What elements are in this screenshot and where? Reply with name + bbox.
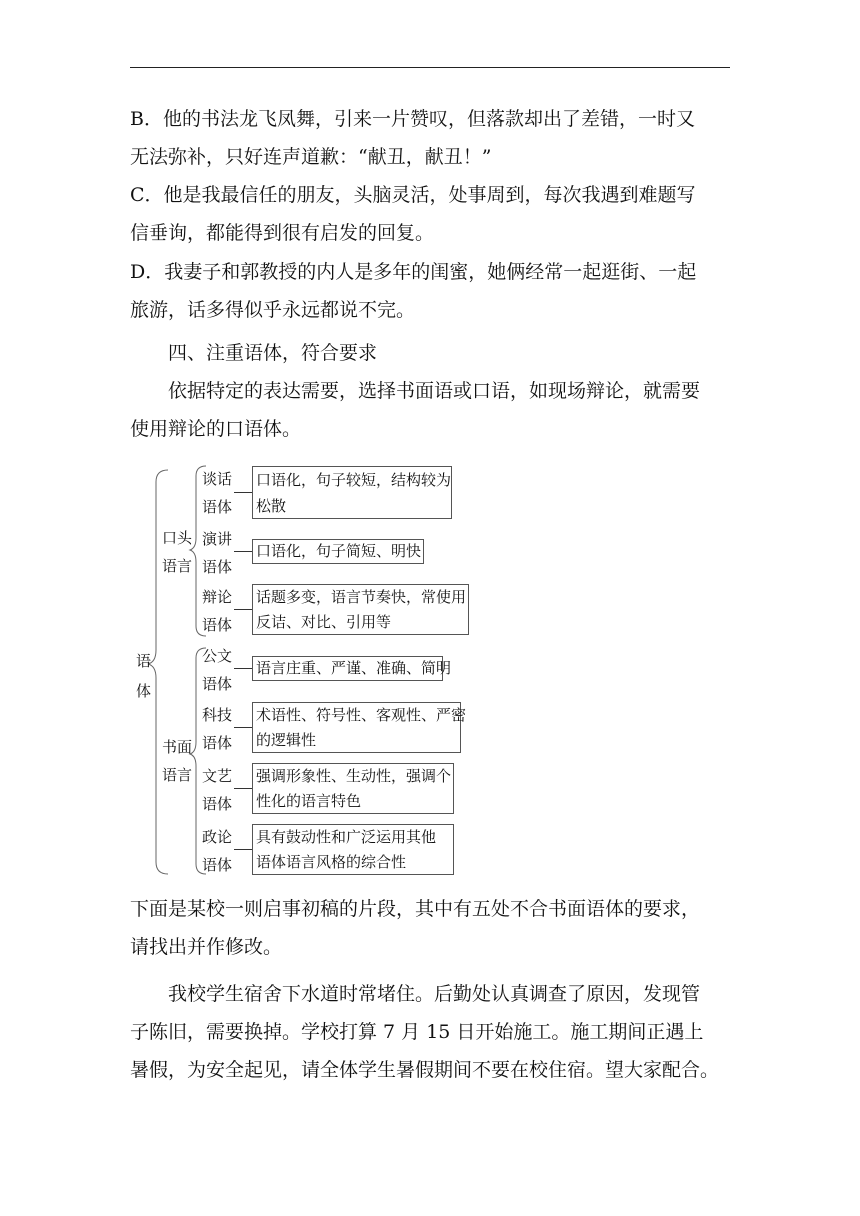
connector — [234, 609, 252, 610]
written-item-desc — [252, 702, 467, 753]
oral-item-desc — [252, 584, 469, 635]
written-item-name — [202, 701, 232, 757]
written-label-line-1: 书面 — [162, 738, 193, 756]
diagram-root-line-2: 体 — [136, 682, 152, 700]
written-item-name — [202, 642, 232, 698]
written-item-desc — [252, 824, 454, 875]
option-b-line-1: B．他的书法龙飞凤舞，引来一片赞叹，但落款却出了差错，一时又 — [130, 108, 695, 130]
written-item-desc-line: 性化的语言特色 — [256, 792, 362, 810]
written-item-desc-line: 具有鼓动性和广泛运用其他 — [256, 828, 437, 846]
oral-item-desc-line: 松散 — [256, 497, 287, 515]
connector — [234, 492, 252, 493]
oral-label-line-1: 口头 — [162, 529, 193, 547]
written-label-line-2: 语言 — [162, 766, 193, 784]
option-c-line-1: C．他是我最信任的朋友，头脑灵活，处事周到，每次我遇到难题写 — [130, 184, 696, 206]
connector — [234, 727, 252, 728]
oral-item-desc — [252, 539, 424, 564]
written-item-desc-line: 语言庄重、严谨、准确、简明 — [256, 659, 452, 677]
written-item-name-line: 公文 — [202, 647, 233, 665]
oral-label-line-2: 语言 — [162, 557, 193, 575]
diagram-root — [136, 646, 151, 706]
written-item-name-line: 科技 — [202, 706, 233, 724]
written-item-name — [202, 762, 232, 818]
oral-item-name-line: 演讲 — [202, 530, 233, 548]
written-item-name-line: 政论 — [202, 828, 233, 846]
option-d-line-1: D．我妻子和郭教授的内人是多年的闺蜜，她俩经常一起逛街、一起 — [130, 261, 697, 283]
connector — [234, 788, 252, 789]
written-item-desc — [252, 656, 452, 681]
task-line-2: 请找出并作修改。 — [130, 936, 283, 958]
oral-item-name-line: 语体 — [202, 498, 233, 516]
oral-item-name-line: 辩论 — [202, 588, 233, 606]
written-item-name-line: 文艺 — [202, 767, 233, 785]
option-b-line-2: 无法弥补，只好连声道歉：“献丑，献丑！” — [130, 146, 492, 168]
oral-item-desc — [252, 466, 452, 519]
notice-line-2: 子陈旧，需要换掉。学校打算 7 月 15 日开始施工。施工期间正遇上 — [130, 1021, 704, 1043]
connector — [234, 849, 252, 850]
oral-item-name-line: 谈话 — [202, 470, 233, 488]
notice-line-3: 暑假，为安全起见，请全体学生暑假期间不要在校住宿。望大家配合。 — [130, 1059, 720, 1081]
written-item-name-line: 语体 — [202, 675, 233, 693]
notice-line-1: 我校学生宿舍下水道时常堵住。后勤处认真调查了原因，发现管 — [168, 983, 701, 1005]
written-item-name-line: 语体 — [202, 795, 233, 813]
oral-item-name — [202, 583, 232, 639]
oral-item-name — [202, 465, 232, 521]
oral-item-name-line: 语体 — [202, 616, 233, 634]
notice-paragraph — [130, 975, 734, 1089]
oral-item-desc-line: 反诘、对比、引用等 — [256, 613, 392, 631]
written-item-desc-line: 强调形象性、生动性，强调个 — [256, 767, 452, 785]
section-intro-line-2: 使用辩论的口语体。 — [130, 418, 302, 440]
written-item-desc-line: 的逻辑性 — [256, 731, 317, 749]
written-item-name-line: 语体 — [202, 734, 233, 752]
written-item-desc-line: 语体语言风格的综合性 — [256, 853, 407, 871]
oral-label — [162, 524, 192, 580]
section-intro-line-1: 依据特定的表达需要，选择书面语或口语，如现场辩论，就需要 — [168, 380, 701, 402]
oral-item-name-line: 语体 — [202, 558, 233, 576]
connector — [234, 551, 252, 552]
connector — [234, 668, 252, 669]
option-c-line-2: 信垂询，都能得到很有启发的回复。 — [130, 222, 435, 244]
written-item-name-line: 语体 — [202, 856, 233, 874]
task-paragraph — [130, 890, 734, 966]
written-item-desc — [252, 763, 454, 814]
oral-item-desc-line: 口语化，句子简短、明快 — [256, 542, 422, 560]
oral-item-name — [202, 525, 232, 581]
task-line-1: 下面是某校一则启事初稿的片段，其中有五处不合书面语体的要求， — [130, 898, 701, 920]
section-heading-text: 四、注重语体，符合要求 — [168, 342, 378, 364]
written-item-name — [202, 823, 232, 879]
option-d-line-2: 旅游，话多得似乎永远都说不完。 — [130, 299, 416, 321]
written-label — [162, 733, 192, 789]
written-item-desc-line: 术语性、符号性、客观性、严密 — [256, 706, 467, 724]
diagram-root-line-1: 语 — [136, 652, 152, 670]
oral-item-desc-line: 话题多变，语言节奏快，常使用 — [256, 588, 467, 606]
oral-item-desc-line: 口语化，句子较短，结构较为 — [256, 471, 452, 489]
